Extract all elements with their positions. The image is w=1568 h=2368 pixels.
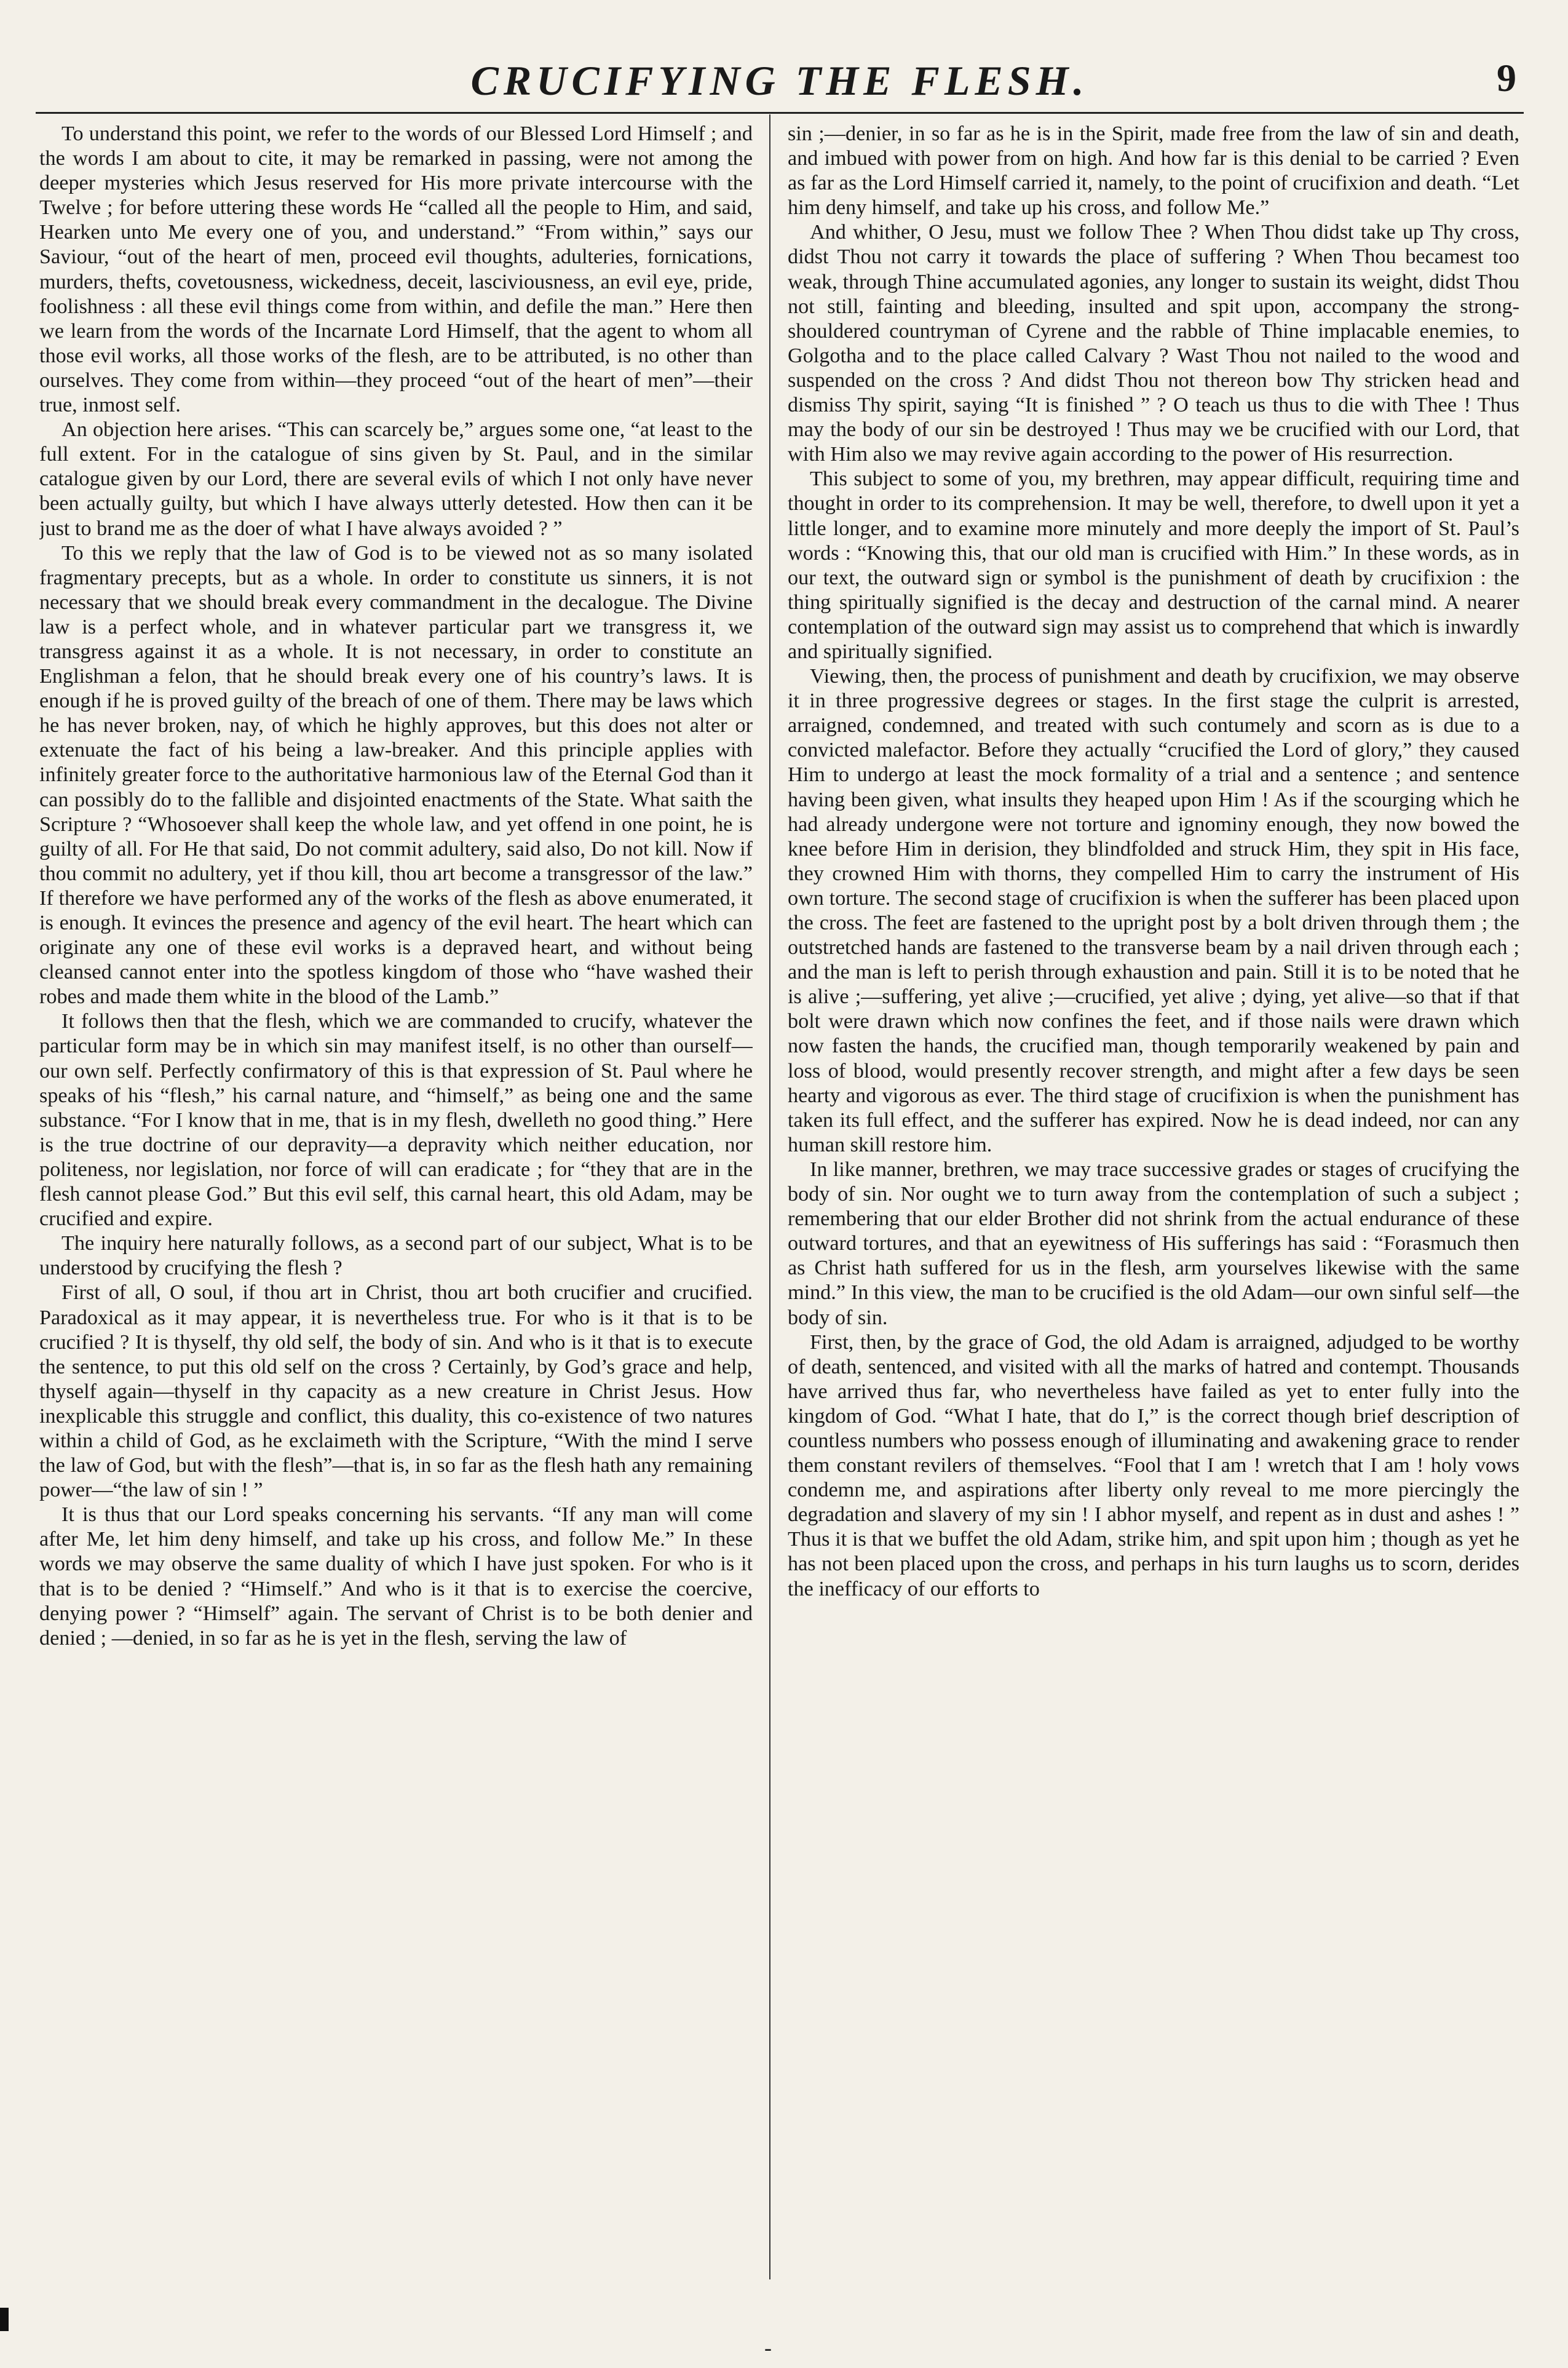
right-column (788, 122, 1519, 2281)
paragraph: To this we reply that the law of God is to be viewed not as so many isolated fragmentary precepts, but as a whole. In order to constitute us sinners, it is not necessary that we should break every commandment in the decalogue. The Divine law is a perfect whole, and in whatever particular part we transgress it, we transgress against it as a whole. It is not necessary, in order to constitute an Englishman a felon, that he should break every one of his country’s laws. It is enough if he is proved guilty of the breach of one of them. There may be laws which he has never broken, nay, of which he highly approves, but this does not alter or extenuate the fact of his being a law-breaker. And this principle applies with infinitely greater force to the authoritative harmonious law of the Eternal God than it can possibly do to the fallible and disjointed enactments of the State. What saith the Scripture ? “Whosoever shall keep the whole law, and yet offend in one point, he is guilty of all. For He that said, Do not commit adultery, said also, Do not kill. Now if thou commit no adultery, yet if thou kill, thou art become a transgressor of the law.” If therefore we have performed any of the works of the flesh as above enumerated, it is enough. It evinces the presence and agency of the evil heart. The heart which can originate any one of these evil works is a depraved heart, and without being cleansed cannot enter into the spotless kingdom of those who “have washed their robes and made them white in the blood of the Lamb.” (39, 541, 753, 1009)
paragraph: sin ;—denier, in so far as he is in the Spirit, made free from the law of sin and death, and imbued with power from on high. And how far is this denial to be carried ? Even as far as the Lord Himself carried it, namely, to the point of crucifixion and death. “Let him deny himself, and take up his cross, and follow Me.” (788, 122, 1519, 220)
column-divider (769, 114, 770, 2279)
header-rule (36, 112, 1524, 114)
page-header (36, 53, 1524, 109)
page (36, 53, 1524, 2360)
edge-mark (0, 2308, 9, 2331)
page-number: 9 (1497, 56, 1516, 100)
paragraph: First of all, O soul, if thou art in Christ, thou art both crucifier and crucified. Paradoxical as it may appear, it is nevertheless true. For who is it that is to be crucified ? It is thyself, thy old self, the body of sin. And who is it that is to execute the sentence, to put this old self on the cross ? Certainly, by God’s grace and help, thyself again—thyself in thy capacity as a new creature in Christ Jesus. How inexplicable this struggle and conflict, this duality, this co-existence of two natures within a child of God, as he exclaimeth with the Scripture, “With the mind I serve the law of God, but with the flesh”—that is, in so far as the flesh hath any remaining power—“the law of sin ! ” (39, 1281, 753, 1502)
paragraph: To understand this point, we refer to the words of our Blessed Lord Himself ; and the words I am about to cite, it may be remarked in passing, were not among the deeper mysteries which Jesus reserved for His more private intercourse with the Twelve ; for before uttering these words He “called all the people to Him, and said, Hearken unto Me every one of you, and understand.” “From within,” says our Saviour, “out of the heart of men, proceed evil thoughts, adulteries, fornications, murders, thefts, covetousness, wickedness, deceit, lasciviousness, an evil eye, pride, foolishness : all these evil things come from within, and defile the man.” Here then we learn from the words of the Incarnate Lord Himself, that the agent to whom all those evil works, all those works of the flesh, are to be attributed, is no other than ourselves. They come from within—they proceed “out of the heart of men”—their true, inmost self. (39, 122, 753, 417)
paragraph: Viewing, then, the process of punishment and death by crucifixion, we may observe it in three progressive degrees or stages. In the first stage the culprit is arrested, arraigned, condemned, and treated with such contumely and scorn as is due to a convicted malefactor. Before they actually “crucified the Lord of glory,” they caused Him to undergo at least the mock formality of a trial and a sentence ; and sentence having been given, what insults they heaped upon Him ! As if the scourging which he had already undergone were not torture and ignominy enough, they now bowed the knee before Him in derision, they blindfolded and struck Him, they spit in His face, they crowned Him with thorns, they compelled Him to carry the instrument of His own torture. The second stage of crucifixion is when the sufferer has been placed upon the cross. The feet are fastened to the upright post by a bolt driven through them ; the outstretched hands are fastened to the transverse beam by a nail driven through each ; and the man is left to perish through exhaustion and pain. Still it is to be noted that he is alive ;—suffering, yet alive ;—crucified, yet alive ; dying, yet alive—so that if that bolt were drawn which now confines the feet, and if those nails were drawn which now fasten the hands, the crucified man, though temporarily weakened by pain and loss of blood, would presently recover strength, and might after a few days be seen hearty and vigorous as ever. The third stage of crucifixion is when the punishment has taken its full effect, and the sufferer has expired. Now he is dead indeed, nor can any human skill restore him. (788, 665, 1519, 1156)
paragraph: An objection here arises. “This can scarcely be,” argues some one, “at least to the full extent. For in the catalogue of sins given by St. Paul, and in the similar catalogue given by our Lord, there are several evils of which I not only have never been actually guilty, but which I have always utterly detested. How then can it be just to brand me as the doer of what I have always avoided ? ” (39, 418, 753, 540)
paragraph: It follows then that the flesh, which we are commanded to crucify, whatever the particular form may be in which sin may manifest itself, is no other than ourself—our own self. Perfectly confirmatory of this is that expression of St. Paul where he speaks of his “flesh,” his carnal nature, and “himself,” as being one and the same substance. “For I know that in me, that is in my flesh, dwelleth no good thing.” Here is the true doctrine of our depravity—a depravity which neither education, nor politeness, nor legislation, nor force of will can eradicate ; for “they that are in the flesh cannot please God.” But this evil self, this carnal heart, this old Adam, may be crucified and expire. (39, 1010, 753, 1231)
running-title: CRUCIFYING THE FLESH. (470, 57, 1089, 104)
paragraph: First, then, by the grace of God, the old Adam is arraigned, adjudged to be worthy of death, sentenced, and visited with all the marks of hatred and contempt. Thousands have arrived thus far, who nevertheless have failed as yet to enter fully into the kingdom of God. “What I hate, that do I,” is the correct though brief description of countless numbers who possess enough of illuminating and awakening grace to render them constant revilers of themselves. “Fool that I am ! wretch that I am ! holy vows condemn me, and aspirations after liberty only reveal to me more piercingly the degradation and slavery of my sin ! I abhor myself, and repent as in dust and ashes ! ” Thus it is that we buffet the old Adam, strike him, and spit upon him ; though as yet he has not been placed upon the cross, and perhaps in his turn laughs us to scorn, derides the inefficacy of our efforts to (788, 1330, 1519, 1600)
paragraph: And whither, O Jesu, must we follow Thee ? When Thou didst take up Thy cross, didst Thou not carry it towards the place of suffering ? When Thou becamest too weak, through Thine accumulated agonies, any longer to sustain its weight, didst Thou not still, fainting and bleeding, insulted and spit upon, accompany the strong-shouldered countryman of Cyrene and the rabble of Thine implacable enemies, to Golgotha and to the place called Calvary ? Wast Thou not nailed to the wood and suspended on the cross ? And didst Thou not thereon bow Thy stricken head and dismiss Thy spirit, saying “It is finished ” ? O teach us thus to die with Thee ! Thus may the body of our sin be destroyed ! Thus may we be crucified with our Lord, that with Him also we may revive again according to the power of His resurrection. (788, 221, 1519, 466)
footer-mark: - (764, 2335, 772, 2360)
left-column (39, 122, 753, 2281)
paragraph: The inquiry here naturally follows, as a second part of our subject, What is to be understood by crucifying the flesh ? (39, 1232, 753, 1280)
paragraph: This subject to some of you, my brethren, may appear difficult, requiring time and thought in order to its comprehension. It may be well, therefore, to dwell upon it yet a little longer, and to examine more minutely and more deeply the import of St. Paul’s words : “Knowing this, that our old man is crucified with Him.” In these words, as in our text, the outward sign or symbol is the punishment of death by crucifixion : the thing spiritually signified is the decay and destruction of the carnal mind. A nearer contemplation of the outward sign may assist us to comprehend that which is inwardly and spiritually signified. (788, 467, 1519, 663)
paragraph: In like manner, brethren, we may trace successive grades or stages of crucifying the body of sin. Nor ought we to turn away from the contemplation of such a subject ; remembering that our elder Brother did not shrink from the actual endurance of these outward tortures, and that an eyewitness of His sufferings has said : “Forasmuch then as Christ hath suffered for us in the flesh, arm yourselves likewise with the same mind.” In this view, the man to be crucified is the old Adam—our own sinful self—the body of sin. (788, 1158, 1519, 1329)
paragraph: It is thus that our Lord speaks concerning his servants. “If any man will come after Me, let him deny himself, and take up his cross, and follow Me.” In these words we may observe the same duality of which I have just spoken. For who is it that is to be denied ? “Himself.” And who is it that is to exercise the coercive, denying power ? “Himself” again. The servant of Christ is to be both denier and denied ; —denied, in so far as he is yet in the flesh, serving the law of (39, 1503, 753, 1650)
